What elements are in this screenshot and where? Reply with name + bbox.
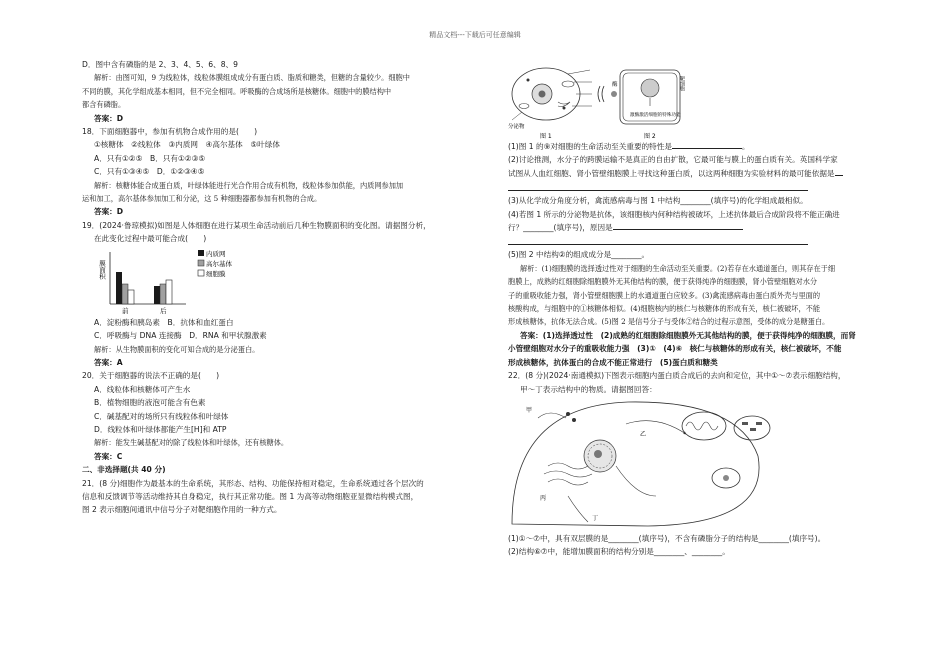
option-line: C．呼吸酶与 DNA 连接酶 D．RNA 和甲状腺激素 [94,331,267,341]
question-20: 20．关于细胞器的说法不正确的是( ) [82,371,220,381]
explanation-line: 解析：从生物膜面积的变化可知合成的是分泌蛋白。 [94,344,260,354]
explanation-line: 解析：(1)细胞膜的选择透过性对于细胞的生命活动至关重要。(2)若存在水通道蛋白，则其存在于细 [520,263,836,273]
question-22: 22．(8 分)(2024·南通模拟)下图表示细胞内蛋白质合成后的去向和定位，其中①～⑦表示细胞结构， [508,371,846,381]
explanation-line: 核酸构成，与细胞中的①核糖体相似。(4)细胞核内的核仁与核糖体的形成有关，核仁被破坏，不能 [508,304,821,314]
answer-line: 答案：(1)选择透过性 (2)成熟的红细胞除细胞膜外无其他结构的膜，便于获得纯净的细胞膜，而肾 [520,330,856,340]
option-line: C．只有①③④⑤ D．①②③④⑤ [94,167,205,177]
bar-golgi-after [160,284,166,304]
bar-er-after [154,286,160,304]
fig1-tag: 分泌物 [508,124,525,130]
text-line: 甲～丁表示结构中的物质。请据图回答： [520,384,657,394]
text-line: 行？________(填序号)，原因是 [508,221,878,234]
explanation-line: 不同的膜，其化学组成基本相同，但不完全相同。呼吸酶的合成场所是核糖体。细胞中的膜结构中 [82,86,392,96]
text-line: D．图中含有磷脂的是 2、3、4、5、6、8、9 [82,60,238,69]
explanation-line: 解析：核糖体能合成蛋白质，叶绿体能进行光合作用合成有机物，线粒体参加供能，内质网参加加 [94,180,404,190]
answer-line: 答案：C [94,451,123,461]
fig2-label-enzyme: 酶 [612,82,618,88]
legend-label-er: 内质网 [206,249,226,258]
chart-ylabel: 膜面积 [98,259,106,280]
option-line: A．线粒体和核糖体可产生水 [94,384,191,394]
figures-1-2 [508,64,878,140]
text-line: ①核糖体 ②线粒体 ③内质网 ④高尔基体 ⑤叶绿体 [94,140,280,150]
question-21: 21．(8 分)细胞作为最基本的生命系统，其形态、结构、功能保持相对稳定，生命系统通过各个层次的 [82,478,424,488]
text-line: 信息和反馈调节等活动维持其自身稳定，执行其正常功能。图 1 为高等动物细胞亚显微结构模式图， [82,491,419,501]
option-line: A．只有①②⑤ B．只有①②③⑤ [94,153,206,163]
explanation-line: 解析：能发生碱基配对的除了线粒体和叶绿体，还有核糖体。 [94,438,289,448]
legend-swatch-er [198,250,204,256]
question-21-4: (4)若图 1 所示的分泌物是抗体，该细胞核内何种结构被破坏，上述抗体最后合成阶段将不能正确进 [508,209,840,219]
bar-membrane-after [166,280,172,304]
answer-line: 小管壁细胞对水分子的重吸收能力强 (3)① (4)⑥ 核仁与核糖体的形成有关，核仁被破坏，不能 [508,344,842,354]
left-column [82,58,472,517]
explanation-line: 运和加工，高尔基体参加加工和分泌，这 5 种细胞器都参加有机物的合成。 [82,194,322,204]
bar-golgi-before [122,284,128,304]
protein-sorting-figure [508,396,878,532]
question-22-1: (1)①～⑦中，具有双层膜的是________(填序号)，不含有磷脂分子的结构是________(填序号)。 [508,533,826,543]
legend-label-membrane: 细胞膜 [206,269,226,278]
membrane-area-chart [82,246,472,316]
question-19: 19．(2024·鲁琼模拟)如图是人体细胞在进行某项生命活动前后几种生物膜面积的变化图。请据图分析， [82,220,431,230]
question-21-1: (1)图 1 的⑨对细胞的生命活动至关重要的特性是 。 [508,142,750,151]
animal-cell-figure [512,68,592,120]
bar-membrane-before [128,290,134,304]
fig2-label-function: 激酶激活细胞的特殊功能 [630,113,681,118]
bar-er-before [116,272,122,304]
question-22-2: (2)结构⑥⑦中，能增加膜面积的结构分别是________、________。 [508,547,730,557]
fig2-label-target: 靶细胞 [679,76,685,91]
right-column [508,64,878,559]
answer-line: 答案：D [94,113,124,123]
question-21-3: (3)从化学成分角度分析，禽流感病毒与图 1 中结构________(填序号)的化学组成最相似。 [508,196,808,206]
fig2-caption: 图 2 [644,133,656,140]
text-line: 试图从人血红细胞、肾小管壁细胞膜上寻找这种蛋白质，以这两种细胞为实验材料的最可能依据是 [508,167,878,180]
option-line: C．碱基配对的场所只有线粒体和叶绿体 [94,411,229,421]
explanation-line: 胞膜上，成熟的红细胞除细胞膜外无其他结构的膜，便于获得纯净的细胞膜，肾小管壁细胞对水分 [508,277,818,287]
legend-swatch-membrane [198,270,204,276]
option-line: D．线粒体和叶绿体都能产生[H]和 ATP [94,424,227,434]
answer-line: 答案：A [94,357,123,367]
answer-line: 答案：D [94,207,124,217]
option-line: A．淀粉酶和胰岛素 B．抗体和血红蛋白 [94,317,234,327]
fig3-label-jia: 甲 [526,406,533,414]
question-21-5: (5)图 2 中结构②的组成成分是________。 [508,250,650,260]
text-line: 在此变化过程中最可能合成( ) [94,234,207,244]
page-header: 精品文档---下载后可任意编辑 [429,31,521,39]
legend-label-golgi: 高尔基体 [206,259,232,268]
explanation-line: 子的重吸收能力强，肾小管壁细胞膜上的水通道蛋白应较多。(3)禽流感病毒由蛋白质外壳与里面的 [508,290,821,300]
fig3-label-ding: 丁 [592,514,599,522]
answer-blank-line [508,234,808,245]
fig3-label-bing: 丙 [540,494,547,502]
answer-blank-line [508,180,808,191]
x-tick-after: 后 [160,306,167,315]
explanation-line: 形成核糖体，抗体无法合成。(5)图 2 是信号分子与受体②结合的过程示意图，受体的成分是糖蛋白。 [508,317,830,327]
legend-swatch-golgi [198,260,204,266]
text-line: 图 2 表示细胞间通讯中信号分子对靶细胞作用的一种方式。 [82,505,282,515]
section-heading: 二、非选择题(共 40 分) [82,465,166,475]
explanation-line: 都含有磷脂。 [82,100,126,110]
fig3-label-yi: 乙 [640,430,647,438]
fig1-caption: 图 1 [540,133,552,140]
question-18: 18．下面细胞器中，参加有机物合成作用的是( ) [82,127,258,137]
explanation-line: 解析：由图可知，9 为线粒体，线粒体膜组成成分有蛋白质、脂质和糖类，但糖的含量较少。细胞中 [94,73,410,83]
question-21-2: (2)讨论推测，水分子的跨膜运输不是真正的自由扩散，它最可能与膜上的蛋白质有关。英国科学家 [508,155,838,165]
option-line: B．植物细胞的液泡可能含有色素 [94,398,206,408]
answer-line: 形成核糖体，抗体蛋白的合成不能正常进行 (5)蛋白质和糖类 [508,357,718,367]
x-tick-before: 前 [122,306,129,315]
